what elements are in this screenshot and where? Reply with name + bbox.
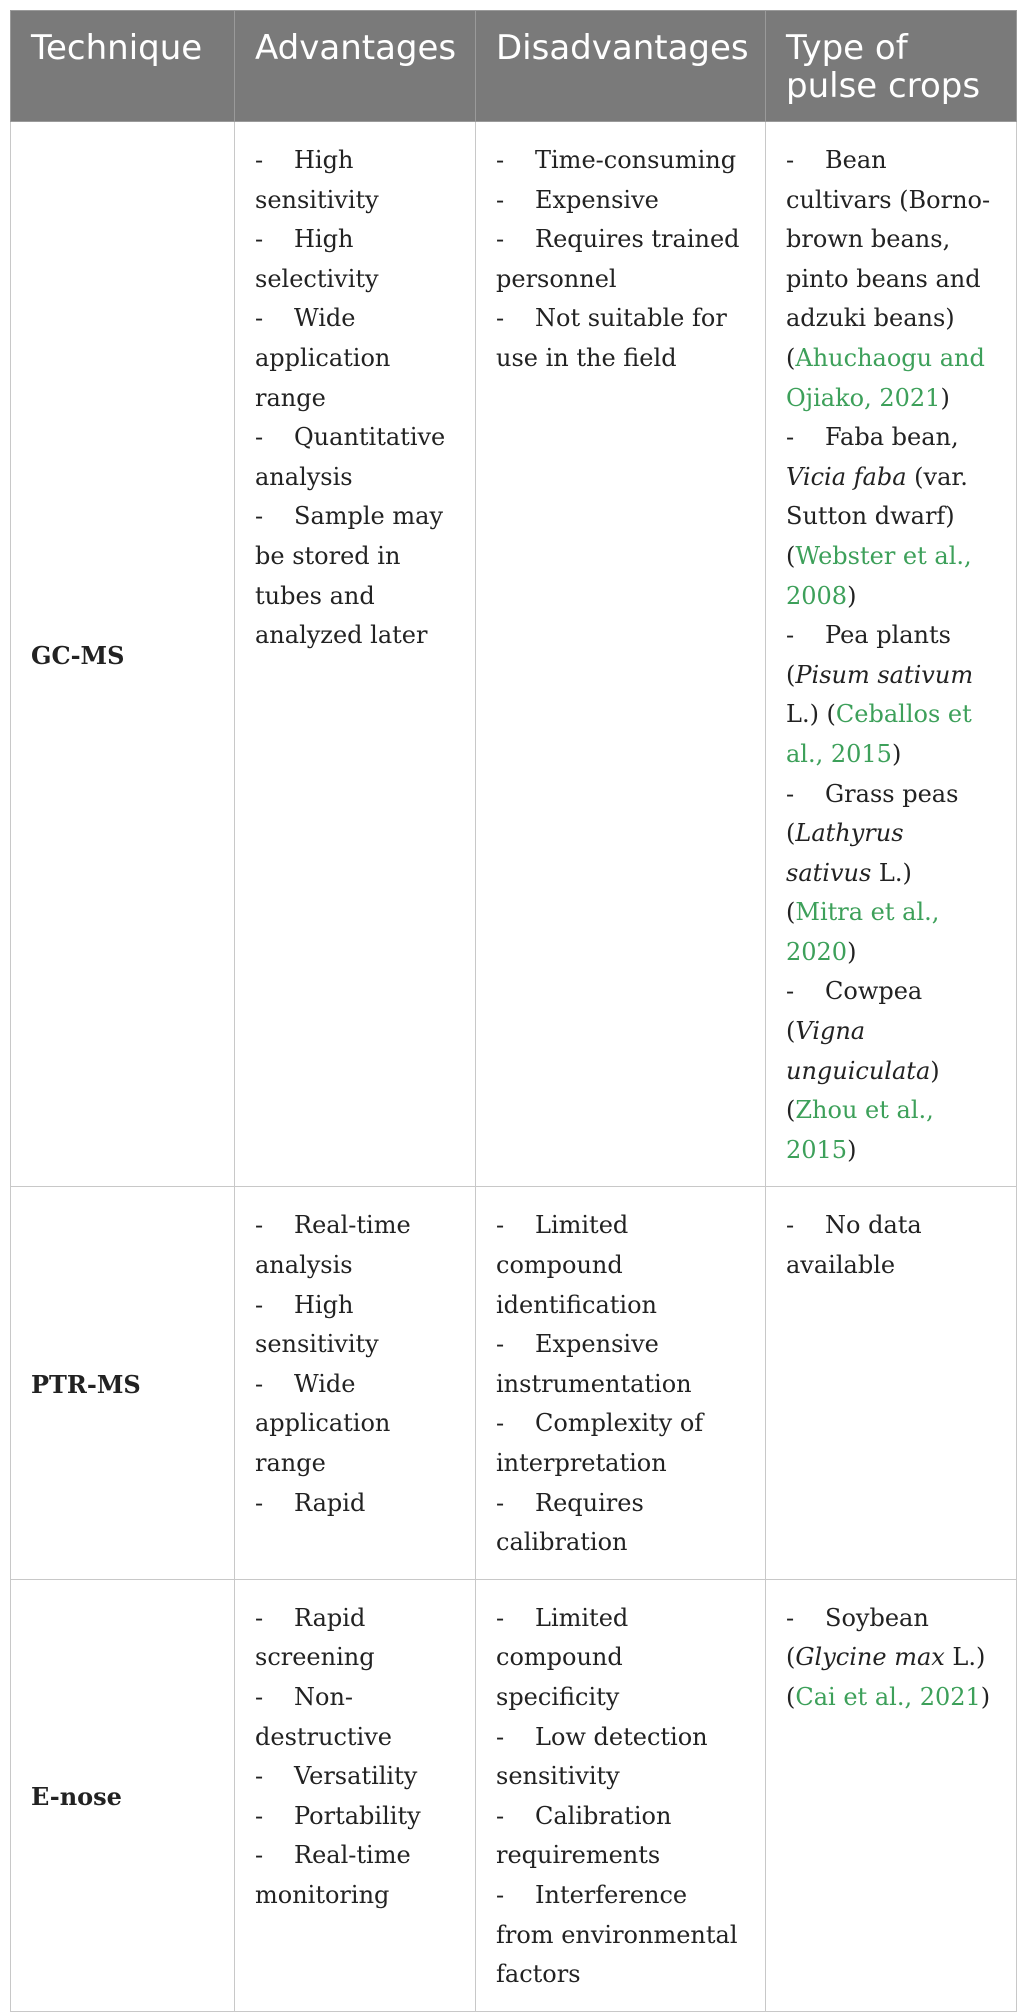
disadvantages-cell	[476, 122, 766, 1187]
bullet-dash: -	[255, 1369, 264, 1398]
crop-entry	[786, 972, 996, 1170]
crop-entry	[786, 616, 996, 774]
disadvantage-text: Requires trained personnel	[496, 225, 740, 293]
disadvantage-item	[496, 1876, 745, 1995]
bullet-dash: -	[496, 146, 505, 174]
crop-entry	[786, 1599, 996, 1718]
bullet-dash: -	[496, 1722, 505, 1751]
table-body	[11, 122, 1017, 2012]
disadvantage-item	[496, 220, 745, 299]
crop-entry	[786, 775, 996, 973]
advantages-cell	[235, 122, 476, 1187]
crops-cell	[766, 1579, 1017, 2011]
species-name: Glycine max	[795, 1643, 945, 1672]
bullet-dash: -	[496, 1880, 505, 1909]
advantage-item	[255, 299, 455, 418]
species-name: Lathyrus sativus	[786, 819, 904, 887]
advantage-item	[255, 1836, 455, 1915]
header-pulse-crops	[766, 11, 1017, 122]
crop-text: )	[847, 937, 857, 966]
citation-link[interactable]: Ceballos et al., 2015	[786, 700, 972, 768]
crop-text: L.) (	[786, 1643, 986, 1711]
advantage-item	[255, 1206, 455, 1285]
bullet-dash: -	[786, 423, 795, 452]
header-row	[11, 11, 1017, 122]
bullet-dash: -	[496, 1409, 505, 1438]
bullet-dash: -	[496, 1801, 505, 1830]
disadvantage-item	[496, 1797, 745, 1876]
bullet-dash: -	[255, 304, 264, 333]
advantage-text: Non-destructive	[255, 1682, 392, 1751]
disadvantage-item	[496, 1325, 745, 1404]
disadvantage-text: Requires calibration	[496, 1488, 644, 1557]
citation-link[interactable]: Cai et al., 2021	[795, 1682, 981, 1711]
crops-cell	[766, 122, 1017, 1187]
disadvantages-cell	[476, 1579, 766, 2011]
bullet-dash: -	[255, 146, 264, 174]
advantage-item	[255, 497, 455, 655]
bullet-dash: -	[786, 779, 795, 808]
crop-text: )	[847, 581, 857, 610]
header-technique: Technique	[11, 11, 235, 122]
disadvantage-item	[496, 1484, 745, 1563]
citation-link[interactable]: Ahuchaogu and Ojiako, 2021	[786, 343, 985, 412]
disadvantage-text: Expensive	[535, 185, 659, 214]
disadvantage-text: Complexity of interpretation	[496, 1409, 704, 1477]
advantage-item	[255, 1797, 455, 1837]
advantage-text: Real-time monitoring	[255, 1841, 411, 1909]
bullet-dash: -	[255, 423, 264, 452]
bullet-dash: -	[786, 977, 795, 1006]
header-disadvantages: Disadvantages	[476, 11, 766, 122]
disadvantage-text: Time-consuming	[535, 146, 737, 174]
bullet-dash: -	[496, 185, 505, 214]
crop-text: )	[940, 383, 950, 412]
crop-text: No data available	[786, 1211, 922, 1280]
advantages-cell	[235, 1187, 476, 1579]
disadvantage-text: Low detection sensitivity	[496, 1722, 708, 1791]
disadvantage-item	[496, 1206, 745, 1325]
species-name: Vicia faba	[786, 462, 907, 491]
disadvantage-item	[496, 1718, 745, 1797]
advantage-text: Rapid screening	[255, 1603, 375, 1672]
bullet-dash: -	[496, 1211, 505, 1240]
crop-text: Cowpea (	[786, 977, 923, 1046]
crop-text: Pea plants (	[786, 621, 951, 689]
table-row	[11, 1579, 1017, 2011]
advantage-item	[255, 1678, 455, 1757]
citation-link[interactable]: Zhou et al., 2015	[786, 1096, 934, 1164]
advantage-text: Wide application range	[255, 304, 391, 412]
crop-entry	[786, 1206, 996, 1285]
advantage-text: Rapid	[294, 1488, 366, 1517]
bullet-dash: -	[255, 1603, 264, 1632]
advantage-text: Sample may be stored in tubes and analyzed later	[255, 502, 444, 650]
bullet-dash: -	[255, 225, 264, 254]
crop-text: )	[891, 739, 902, 768]
advantage-item	[255, 220, 455, 299]
advantage-text: High sensitivity	[255, 146, 379, 214]
crop-text: Grass peas (	[786, 779, 959, 848]
crop-text: ) (	[786, 1056, 940, 1125]
crop-text: L.) (	[786, 700, 836, 729]
advantage-text: Real-time analysis	[255, 1211, 411, 1280]
table-row	[11, 122, 1017, 1187]
advantage-text: Quantitative analysis	[255, 423, 446, 491]
advantage-text: Versatility	[294, 1762, 418, 1791]
advantage-item	[255, 1365, 455, 1484]
crop-text: Bean cultivars (Borno-brown beans, pinto beans and adzuki beans) (	[786, 146, 991, 372]
disadvantage-item	[496, 1404, 745, 1483]
advantage-item	[255, 1286, 455, 1365]
bullet-dash: -	[255, 1488, 264, 1517]
citation-link[interactable]: Mitra et al., 2020	[786, 898, 940, 966]
crop-text: )	[847, 1135, 857, 1164]
advantage-item	[255, 1484, 455, 1524]
disadvantage-text: Interference from environmental factors	[496, 1880, 738, 1989]
species-name: Vigna unguiculata	[786, 1017, 931, 1085]
bullet-dash: -	[496, 304, 505, 333]
disadvantage-text: Limited compound identification	[496, 1211, 658, 1319]
disadvantage-text: Limited compound specificity	[496, 1603, 629, 1711]
advantage-text: High selectivity	[255, 225, 379, 293]
bullet-dash: -	[496, 225, 505, 254]
technique-cell: E-nose	[11, 1579, 235, 2011]
table-row	[11, 1187, 1017, 1579]
disadvantage-item	[496, 141, 745, 181]
disadvantages-cell	[476, 1187, 766, 1579]
advantage-item	[255, 1599, 455, 1678]
citation-link[interactable]: Webster et al., 2008	[786, 541, 972, 610]
disadvantage-text: Calibration requirements	[496, 1801, 672, 1870]
advantage-item	[255, 1757, 455, 1797]
technique-cell: GC-MS	[11, 122, 235, 1187]
bullet-dash: -	[255, 1682, 264, 1711]
technique-cell: PTR-MS	[11, 1187, 235, 1579]
advantage-item	[255, 141, 455, 220]
bullet-dash: -	[786, 621, 795, 650]
bullet-dash: -	[255, 1211, 264, 1240]
bullet-dash: -	[786, 146, 795, 174]
disadvantage-text: Not suitable for use in the field	[496, 304, 727, 372]
bullet-dash: -	[786, 1603, 795, 1632]
advantage-item	[255, 418, 455, 497]
bullet-dash: -	[255, 1841, 264, 1870]
crop-text: Soybean (	[786, 1603, 929, 1672]
advantage-text: High sensitivity	[255, 1290, 379, 1359]
crop-text: L.) (	[786, 858, 912, 927]
bullet-dash: -	[786, 1211, 795, 1240]
header-advantages: Advantages	[235, 11, 476, 122]
comparison-table	[10, 10, 1017, 2012]
disadvantage-item	[496, 299, 745, 378]
crop-text: (var. Sutton dwarf) (	[786, 462, 968, 570]
crop-text: )	[980, 1682, 991, 1711]
advantages-cell	[235, 1579, 476, 2011]
bullet-dash: -	[255, 502, 264, 531]
advantage-text: Portability	[294, 1801, 421, 1830]
crops-cell	[766, 1187, 1017, 1579]
crop-text: Faba bean,	[825, 423, 959, 452]
advantage-text: Wide application range	[255, 1369, 391, 1477]
bullet-dash: -	[255, 1801, 264, 1830]
crop-entry	[786, 141, 996, 418]
bullet-dash: -	[496, 1330, 505, 1359]
header-pulse-crops-line1: Type of	[786, 28, 908, 68]
species-name: Pisum sativum	[795, 660, 974, 689]
header-pulse-crops-line2: pulse crops	[786, 66, 981, 106]
disadvantage-text: Expensive instrumentation	[496, 1330, 692, 1398]
bullet-dash: -	[496, 1603, 505, 1632]
disadvantage-item	[496, 181, 745, 221]
bullet-dash: -	[255, 1762, 264, 1791]
disadvantage-item	[496, 1599, 745, 1718]
crop-entry	[786, 418, 996, 616]
bullet-dash: -	[255, 1290, 264, 1319]
bullet-dash: -	[496, 1488, 505, 1517]
